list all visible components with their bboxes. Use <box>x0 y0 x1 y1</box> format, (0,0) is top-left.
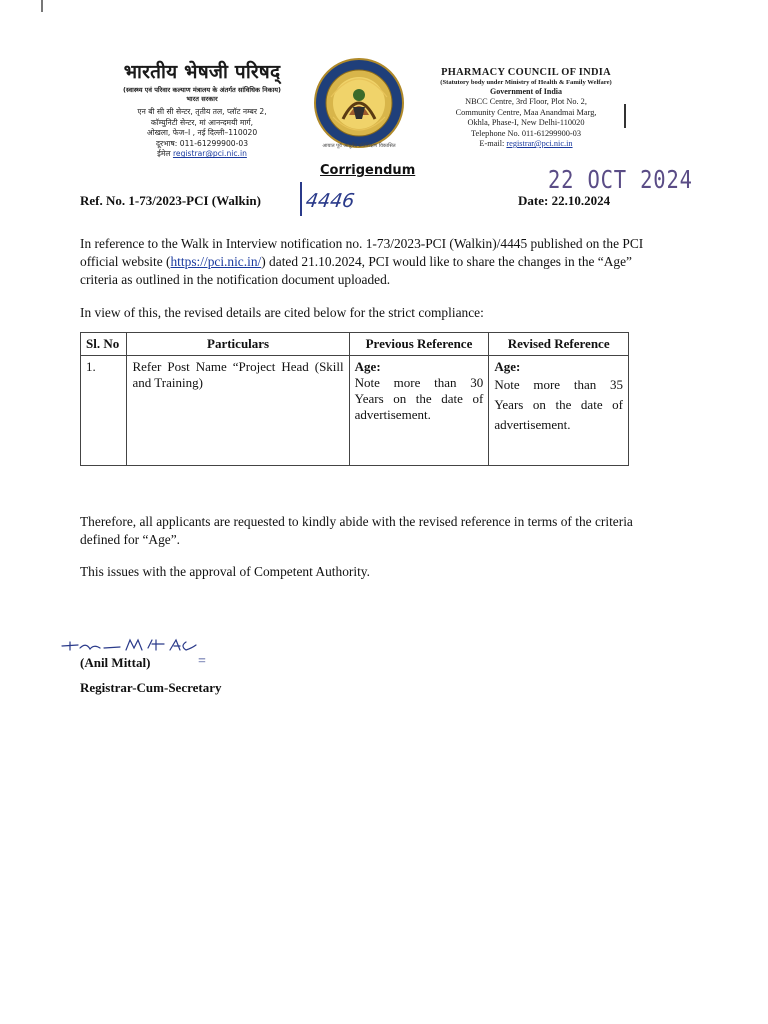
email-line-hindi <box>92 149 312 160</box>
col-header-sl-no: Sl. No <box>81 333 127 356</box>
pci-website-link[interactable]: https://pci.nic.in/ <box>170 254 262 269</box>
prev-age-label: Age: <box>354 359 381 374</box>
table-row <box>81 356 629 466</box>
approval-paragraph: This issues with the approval of Competent Authority. <box>80 564 370 579</box>
address-line-3-english: Okhla, Phase-I, New Delhi-110020 <box>467 118 585 127</box>
emblem-caption: आयात पूर्व आयुर्वेद प्रतिशिक्षण विकासित <box>322 143 396 149</box>
phone-english: Telephone No. 011-61299900-03 <box>471 128 581 138</box>
header-divider <box>624 104 626 128</box>
statutory-note-english: (Statutory body under Ministry of Health & Family Welfare) <box>440 79 612 86</box>
phone-hindi: दूरभाष: 011-61299900-03 <box>155 138 249 148</box>
document-heading: Corrigendum <box>320 163 416 178</box>
cell-particulars: Refer Post Name “Project Head (Skill and Training) <box>127 356 349 466</box>
government-hindi: भारत सरकार <box>186 95 218 103</box>
letterhead-hindi <box>92 58 312 160</box>
compliance-paragraph: In view of this, the revised details are cited below for the strict compliance: <box>80 305 484 320</box>
council-name-hindi: भारतीय भेषजी परिषद् <box>123 61 281 83</box>
cell-revised <box>489 356 629 466</box>
handwritten-bar <box>300 182 302 216</box>
rev-age-label: Age: <box>494 359 521 374</box>
government-english: Government of India <box>490 87 562 96</box>
email-link-hindi[interactable]: registrar@pci.nic.in <box>172 149 247 159</box>
letterhead-english <box>410 67 642 150</box>
address-line-2-english: Community Centre, Maa Anandmai Marg, <box>455 107 597 117</box>
intro-paragraph <box>80 235 660 289</box>
document-date: Date: 22.10.2024 <box>518 193 611 208</box>
address-line-1-english: NBCC Centre, 3rd Floor, Plot No. 2, <box>465 97 587 106</box>
email-line-english <box>410 139 642 150</box>
col-header-previous: Previous Reference <box>349 333 489 356</box>
handwritten-dispatch-number: 4446 <box>304 190 356 212</box>
signatory-name: (Anil Mittal) <box>80 655 151 670</box>
col-header-particulars: Particulars <box>127 333 349 356</box>
address-line-3-hindi: ओखला, फेज–I , नई दिल्ली–110020 <box>146 128 258 138</box>
address-line-1-hindi: एन बी सी सी सेन्टर, तृतीय तल, प्लॉट नम्बर 2, <box>137 107 267 116</box>
intro-text-part-1: In reference to the Walk in Interview notification no. 1-73/2023-PCI (Walkin)/4445 published on the PCI official website ( <box>80 236 644 269</box>
cell-previous <box>349 356 489 466</box>
rev-age-text: Note more than 35 Years on the date of advertisement. <box>494 377 623 432</box>
prev-age-text: Note more than 30 Years on the date of advertisement. <box>354 375 484 422</box>
signatory-designation: Registrar-Cum-Secretary <box>80 680 222 695</box>
scan-corner-mark <box>41 0 43 12</box>
col-header-revised: Revised Reference <box>489 333 629 356</box>
reference-number: Ref. No. 1-73/2023-PCI (Walkin) <box>80 193 261 208</box>
signature-equals-mark: = <box>198 654 206 669</box>
statutory-note-hindi: (स्वास्थ्य एवं परिवार कल्याण मंत्रालय के अंतर्गत सांविधिक निकाय) <box>122 86 281 94</box>
email-link-english[interactable]: registrar@pci.nic.in <box>506 139 573 148</box>
email-label-english: E-mail: <box>479 139 505 148</box>
intro-text-part-2: ) dated 21.10.2024, PCI would like to share the changes in the “Age” criteria as outlined in the notification document uploaded. <box>80 254 633 287</box>
closing-paragraph: Therefore, all applicants are requested to kindly abide with the revised reference in terms of the criteria defined for “Age”. <box>80 514 633 547</box>
email-label-hindi: ईमेल <box>157 149 171 159</box>
council-name-english: PHARMACY COUNCIL OF INDIA <box>441 67 611 78</box>
revision-table <box>80 332 629 466</box>
table-header-row <box>81 333 629 356</box>
cell-sl: 1. <box>81 356 127 466</box>
pci-emblem-icon <box>313 57 405 149</box>
address-line-2-hindi: कॉम्युनिटी सेन्टर, मां आनन्दमयी मार्ग, <box>150 117 254 127</box>
received-date-stamp: 22 OCT 2024 <box>548 165 693 194</box>
